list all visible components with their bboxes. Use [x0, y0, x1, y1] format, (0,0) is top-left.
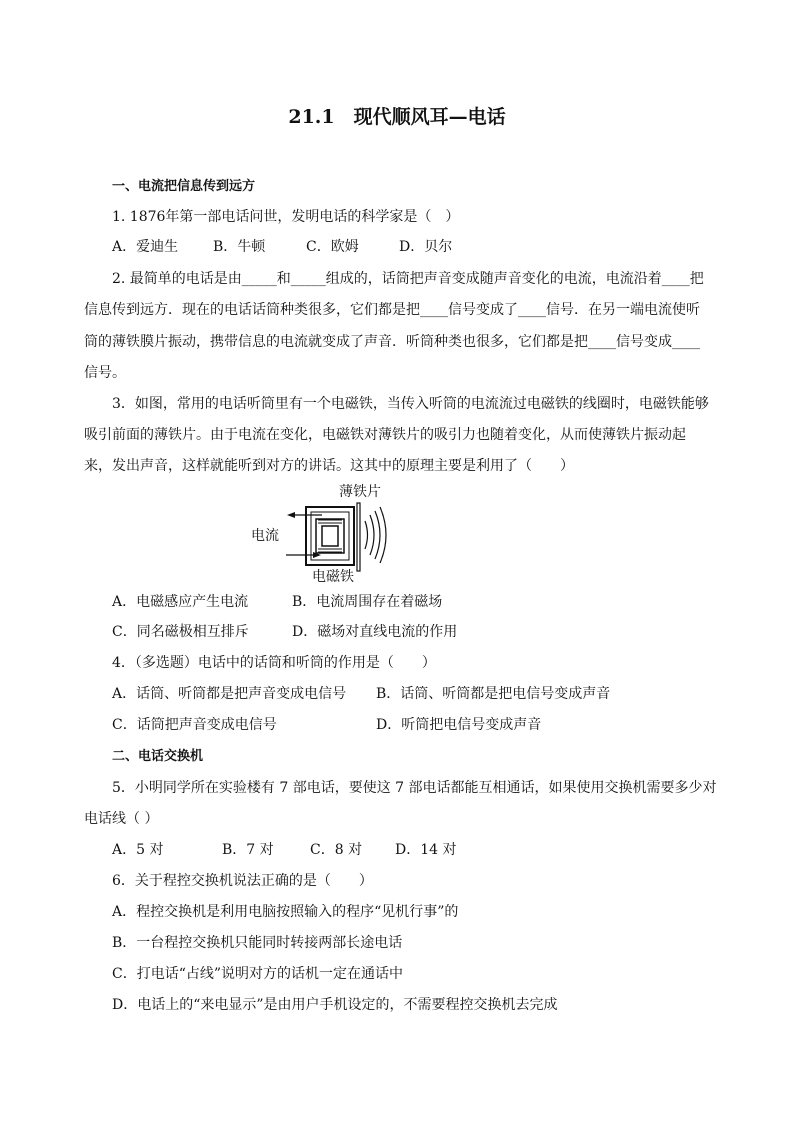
section-heading-2: 二、电话交换机	[112, 749, 204, 764]
q2-line-3: 筒的薄铁膜片振动，携带信息的电流就变成了声音．听筒种类也很多，它们都是把____信号变成____	[84, 334, 700, 350]
q3-option-d: D．磁场对直线电流的作用	[292, 624, 458, 640]
q5-option-b: B．7 对	[222, 842, 274, 858]
q4-option-c: C．话筒把声音变成电信号	[112, 717, 277, 733]
q6-option-d: D．电话上的“来电显示”是由用户手机设定的，不需要程控交换机去完成	[112, 997, 558, 1013]
q3-option-c: C．同名磁极相互排斥	[112, 624, 249, 640]
q4-option-a: A．话筒、听筒都是把声音变成电信号	[112, 686, 347, 702]
q1-option-a: A．爱迪生	[112, 239, 179, 255]
q2-line-2: 信息传到远方．现在的电话话筒种类很多，它们都是把____信号变成了____信号．在另一端电流使听	[84, 302, 700, 318]
q5-option-c: C．8 对	[310, 842, 363, 858]
q6-option-c: C．打电话“占线”说明对方的话机一定在通话中	[112, 966, 404, 982]
q5-option-d: D．14 对	[395, 842, 457, 858]
q5-option-a: A．5 对	[112, 842, 164, 858]
q1-stem: 1. 1876年第一部电话问世，发明电话的科学家是（ ）	[112, 209, 460, 225]
q2-line-1: 2. 最简单的电话是由_____和_____组成的，话筒把声音变成随声音变化的电流，电流沿着____把	[112, 271, 704, 287]
q3-line-3: 来，发出声音，这样就能听到对方的讲话。这其中的原理主要是利用了（ ）	[84, 458, 574, 474]
q5-line-2: 电话线（ ）	[84, 811, 159, 827]
label-thin-plate: 薄铁片	[339, 484, 381, 500]
q5-line-1: 5．小明同学所在实验楼有 7 部电话，要使这 7 部电话都能互相通话，如果使用交换机需要多少对	[112, 780, 717, 796]
q3-line-1: 3．如图，常用的电话听筒里有一个电磁铁，当传入听筒的电流流过电磁铁的线圈时，电磁铁能够	[112, 396, 709, 412]
q1-option-c: C．欧姆	[306, 239, 359, 255]
q3-line-2: 吸引前面的薄铁片。由于电流在变化，电磁铁对薄铁片的吸引力也随着变化，从而使薄铁片振动起	[84, 427, 686, 443]
q6-option-b: B．一台程控交换机只能同时转接两部长途电话	[112, 935, 403, 951]
q6-option-a: A．程控交换机是利用电脑按照输入的程序“见机行事”的	[112, 904, 459, 920]
page-title: 21.1 现代顺风耳—电话	[288, 106, 506, 128]
label-current: 电流	[251, 528, 279, 544]
q4-stem: 4．（多选题）电话中的话筒和听筒的作用是（ ）	[112, 655, 436, 671]
q1-option-d: D．贝尔	[399, 239, 453, 255]
section-heading-1: 一、电流把信息传到远方	[112, 179, 256, 194]
q4-option-b: B．话筒、听筒都是把电信号变成声音	[376, 686, 611, 702]
q6-stem: 6．关于程控交换机说法正确的是（ ）	[112, 873, 373, 889]
q1-option-b: B．牛顿	[213, 239, 266, 255]
q4-option-d: D．听筒把电信号变成声音	[376, 717, 542, 733]
q2-line-4: 信号。	[84, 365, 126, 381]
q3-option-a: A．电磁感应产生电流	[112, 594, 249, 610]
q3-option-b: B．电流周围存在着磁场	[292, 594, 443, 610]
label-electromagnet: 电磁铁	[312, 569, 354, 585]
